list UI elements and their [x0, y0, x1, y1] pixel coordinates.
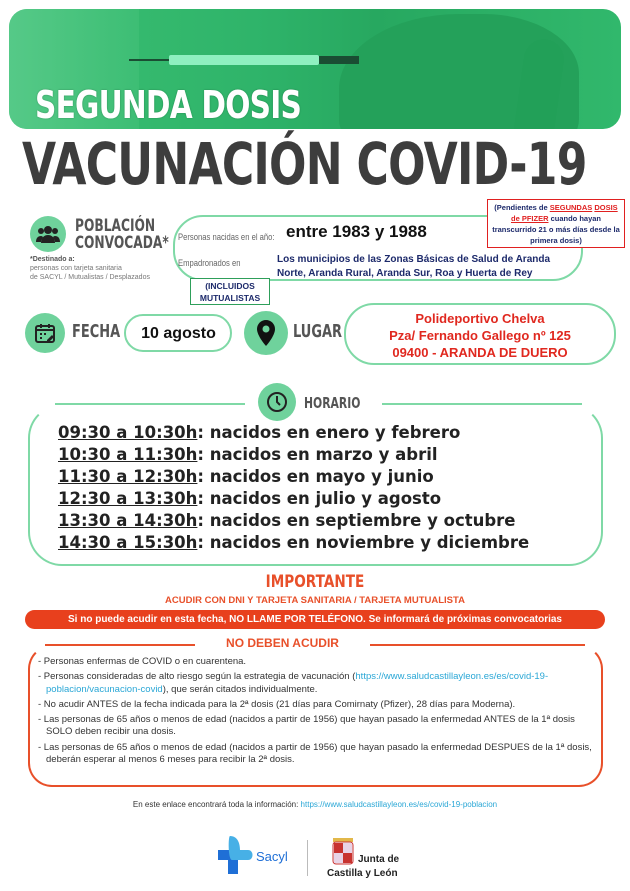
fecha-value: 10 agosto [141, 325, 216, 342]
schedule-list [58, 422, 529, 554]
list-item: - Las personas de 65 años o menos de edad (nacidos a partir de 1956) que hayan pasado la enfermedad DESPUES de la 1ª dosis, deberán esperar al menos 6 meses para recibir la 2ª dosis. [38, 741, 592, 766]
svg-text:Sacyl: Sacyl [256, 849, 288, 864]
empadronados-label: Empadronados en [178, 258, 241, 268]
clock-icon [258, 383, 296, 421]
schedule-row: 10:30 a 11:30h: nacidos en marzo y abril [58, 445, 438, 464]
junta-castilla-leon-logo [325, 832, 425, 882]
no-llame-banner: Si no puede acudir en esta fecha, NO LLAME POR TELÉFONO. Se informará de próximas convocatorias [25, 610, 605, 629]
logo-divider [307, 840, 308, 876]
svg-text:Castilla y León: Castilla y León [327, 868, 398, 879]
page-title: VACUNACIÓN COVID-19 [22, 130, 587, 198]
mutualistas-note: (INCLUIDOS MUTUALISTAS [190, 278, 270, 305]
people-group-icon [30, 216, 66, 252]
divider [45, 644, 195, 646]
empadronados-value: Los municipios de las Zonas Básicas de Salud de Aranda Norte, Aranda Rural, Aranda Sur, Roa y Huerta de Rey [277, 254, 551, 279]
divider [370, 644, 585, 646]
svg-text:Junta de: Junta de [358, 854, 400, 865]
no-deben-list [38, 656, 598, 769]
schedule-row: 12:30 a 13:30h: nacidos en julio y agosto [58, 489, 442, 508]
lugar-label: LUGAR [293, 321, 342, 342]
poblacion-note: *Destinado a: personas con tarjeta sanitaria de SACYL / Mutualistas / Desplazados [30, 256, 150, 281]
schedule-row: 13:30 a 14:30h: nacidos en septiembre y octubre [58, 511, 516, 530]
sacyl-logo [218, 834, 318, 880]
schedule-row: 09:30 a 10:30h: nacidos en enero y febrero [58, 423, 461, 442]
horario-label: HORARIO [304, 394, 361, 412]
divider [55, 403, 245, 405]
hero-banner [9, 9, 621, 129]
importante-title: IMPORTANTE [265, 572, 365, 592]
age-range: entre 1983 y 1988 [286, 222, 427, 241]
no-deben-title: NO DEBEN ACUDIR [226, 636, 339, 650]
list-item: - Personas enfermas de COVID o en cuarentena. [38, 656, 247, 667]
poblacion-label: POBLACIÓN CONVOCADA* [75, 216, 169, 253]
footer-link[interactable]: https://www.saludcastillayleon.es/es/covid-19-poblacion [300, 800, 498, 809]
list-item: - Personas consideradas de alto riesgo según la estrategia de vacunación (https://www.saludcastillayleon.es/es/covid-19-poblacion/vacunacion-covid), que serán citados individualmente. [38, 671, 549, 695]
calendar-icon [25, 313, 65, 353]
schedule-row: 14:30 a 15:30h: nacidos en noviembre y diciembre [58, 533, 530, 552]
map-pin-icon [244, 311, 288, 355]
schedule-row: 11:30 a 12:30h: nacidos en mayo y junio [58, 467, 434, 486]
lugar-address: Polideportivo Chelva Pza/ Fernando Gallego nº 125 09400 - ARANDA DE DUERO [344, 303, 616, 365]
fecha-label: FECHA [72, 321, 121, 342]
hero-title: SEGUNDA DOSIS [35, 83, 302, 127]
syringe-icon [129, 53, 359, 67]
list-item: - No acudir ANTES de la fecha indicada para la 2ª dosis (21 días para Comirnaty (Pfizer), 28 días para Moderna). [38, 698, 516, 710]
age-label: Personas nacidas en el año: [178, 232, 275, 242]
vacunacion-link[interactable]: https://www.saludcastillayleon.es/es/covid-19-poblacion/vacunacion-covid [46, 671, 549, 695]
list-item: - Las personas de 65 años o menos de edad (nacidos a partir de 1956) que hayan pasado la enfermedad ANTES de la 1ª dosis SOLO deben recibir una dosis. [38, 714, 575, 738]
divider [382, 403, 582, 405]
importante-subtitle: ACUDIR CON DNI Y TARJETA SANITARIA / TARJETA MUTUALISTA [165, 595, 465, 606]
footer-info: En este enlace encontrará toda la información: https://www.saludcastillayleon.es/es/covid-19-poblacion [132, 800, 498, 809]
pfizer-note: (Pendientes de SEGUNDAS DOSIS de PFIZER cuando hayan transcurrido 21 o más días desde la primera dosis) [487, 199, 625, 248]
